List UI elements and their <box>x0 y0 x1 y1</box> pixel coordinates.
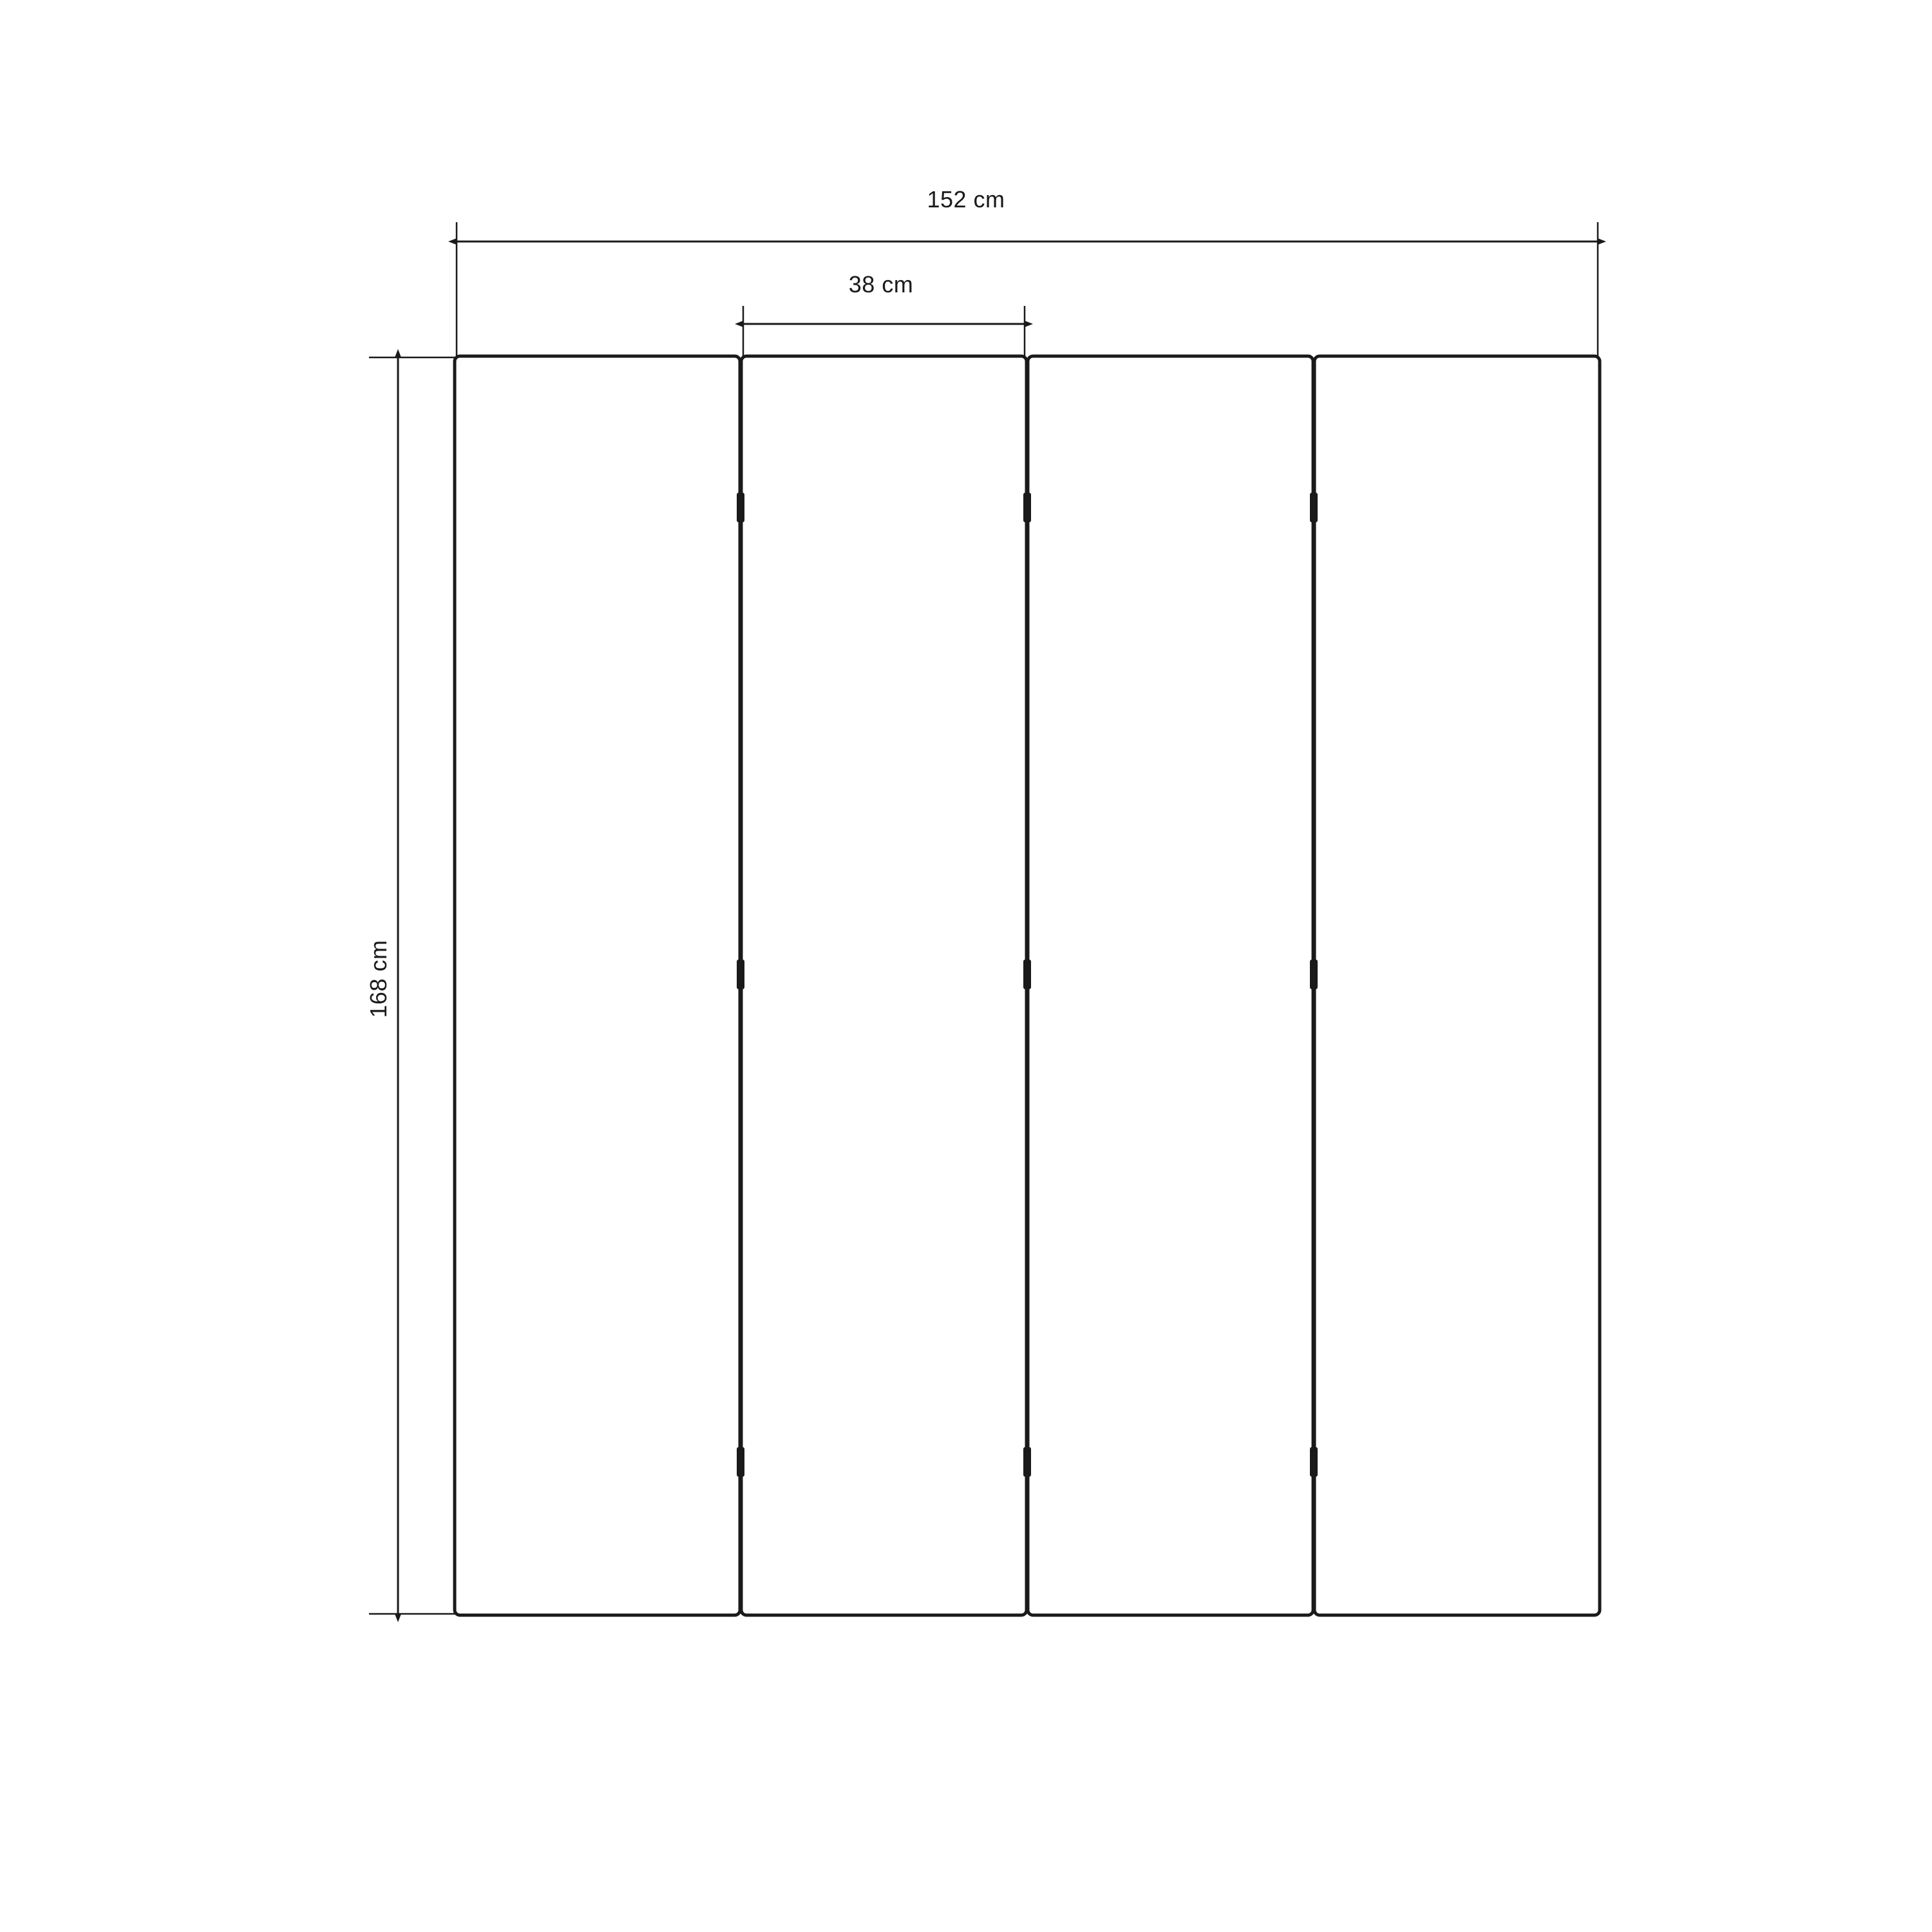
hinge-icon <box>1023 493 1031 522</box>
panel-4 <box>1314 356 1600 1615</box>
panel-1 <box>455 356 740 1615</box>
total-width-dimension <box>457 222 1598 356</box>
panel-width-dimension <box>743 306 1025 356</box>
panel-2 <box>741 356 1027 1615</box>
height-label: 168 cm <box>365 940 392 1018</box>
hinge-icon <box>737 960 744 989</box>
hinge-icon <box>1023 1447 1031 1477</box>
hinge-icon <box>737 1447 744 1477</box>
panel-width-label: 38 cm <box>848 271 914 298</box>
total-width-label: 152 cm <box>927 186 1005 213</box>
hinge-icon <box>1310 493 1318 522</box>
hinge-icon <box>1310 960 1318 989</box>
hinge-icon <box>1310 1447 1318 1477</box>
panel-3 <box>1028 356 1313 1615</box>
hinge-icon <box>1023 960 1031 989</box>
hinge-icon <box>737 493 744 522</box>
